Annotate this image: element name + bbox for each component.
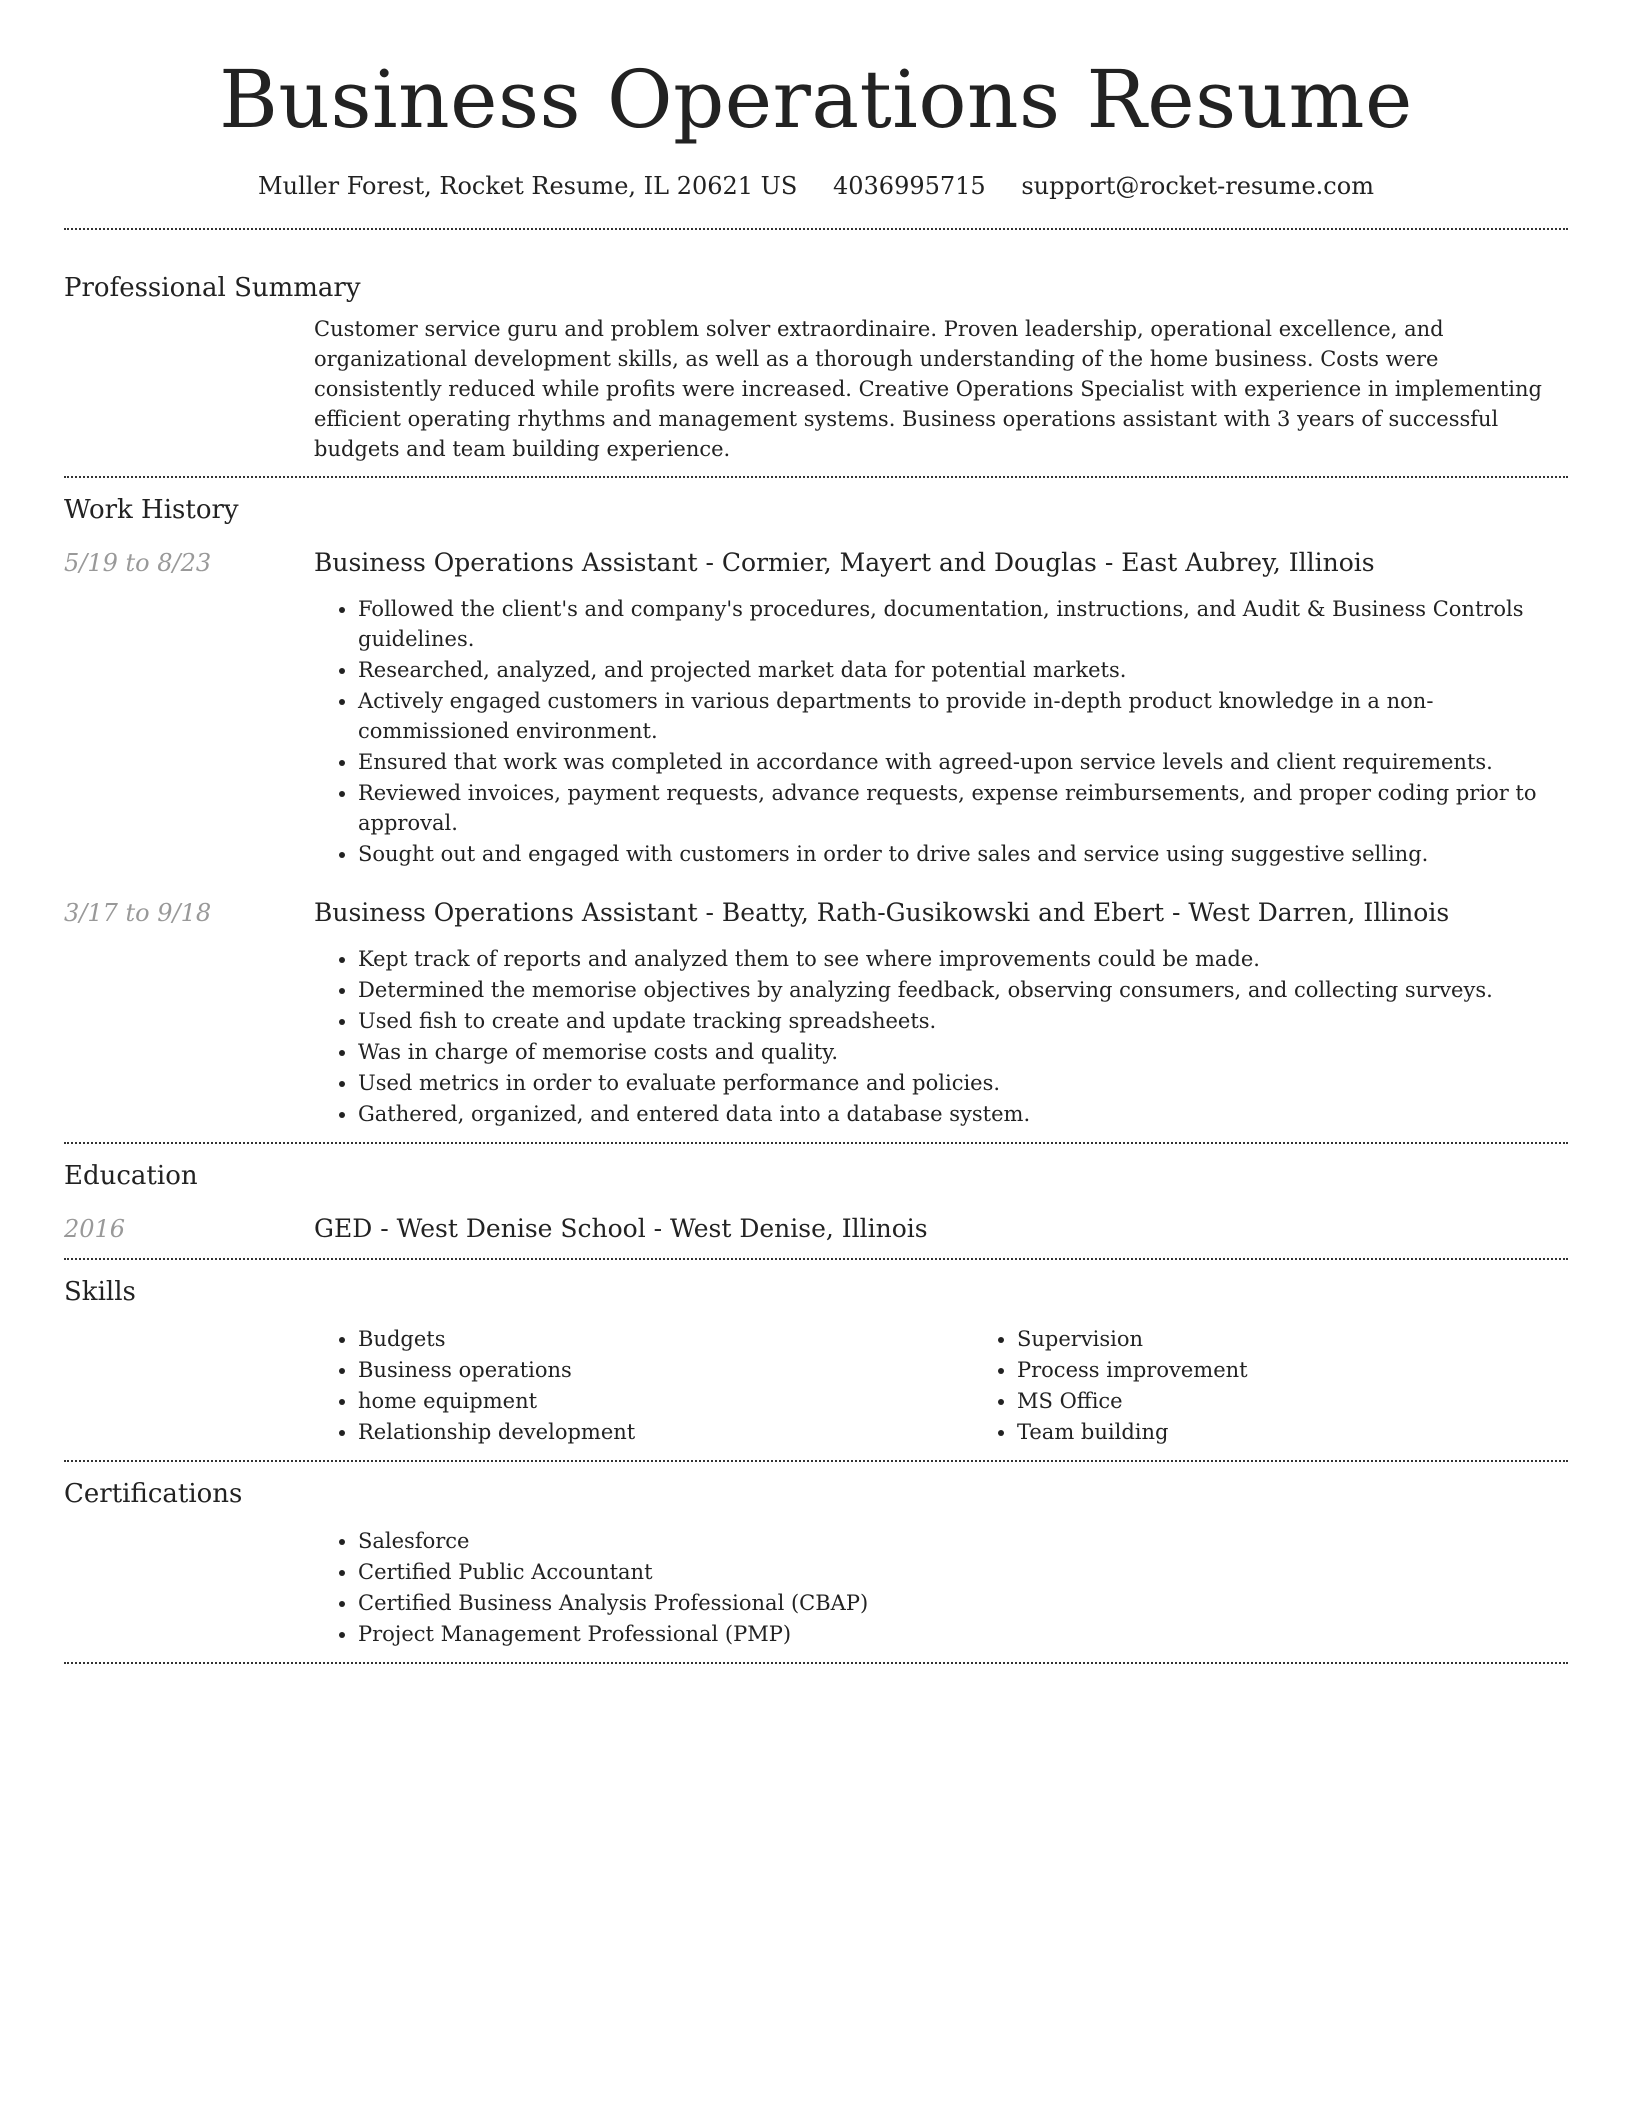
contact-line [64,170,1568,202]
skill-item: • Relationship development [358,1417,973,1447]
list-item: • Was in charge of memorise costs and quality. [358,1037,1568,1067]
skills-section [64,1260,1568,1460]
work-history-heading: Work History [64,495,239,525]
education-details [314,1212,1568,1246]
list-item: • Reviewed invoices, payment requests, advance requests, expense reimbursements, and proper coding prior to approval. [358,778,1568,838]
education-entry [64,1212,1568,1246]
skills-list-right [973,1324,1632,1448]
resume-name: Business Operations Resume [219,53,1413,146]
list-item: • Followed the client's and company's procedures, documentation, instructions, and Audit & Business Controls guidelines. [358,594,1568,654]
certifications-list [314,1526,1568,1649]
education-text: GED - West Denise School - West Denise, Illinois [314,1214,928,1243]
certification-item: • Certified Public Accountant [358,1557,1568,1587]
certifications-body [314,1512,1568,1650]
certification-item: • Project Management Professional (PMP) [358,1619,1568,1649]
list-item: • Actively engaged customers in various departments to provide in-depth product knowledge in a non-commissioned environment. [358,686,1568,746]
job-entry [64,896,1568,1130]
resume-page [64,0,1568,1664]
work-history-section [64,478,1568,1142]
certifications-section [64,1462,1568,1662]
list-item: • Determined the memorise objectives by analyzing feedback, observing consumers, and collecting surveys. [358,975,1568,1005]
certifications-left-spacer [64,1512,314,1650]
skill-item: • Process improvement [1017,1355,1632,1385]
skills-list-left [314,1324,973,1448]
education-heading: Education [64,1161,198,1191]
section-divider [64,1662,1568,1664]
certification-item: • Salesforce [358,1526,1568,1556]
skill-item: • MS Office [1017,1386,1632,1416]
list-item: • Used metrics in order to evaluate performance and policies. [358,1068,1568,1098]
certifications-heading: Certifications [64,1479,243,1509]
summary-text: Customer service guru and problem solver extraordinaire. Proven leadership, operational excellence, and organizational development skills, as well as a thorough understanding of the home business. Costs were consistently reduced while profits were increased. Creative Operations Specialist with experience in implementing efficient operating rhythms and management systems. Business operations assistant with 3 years of successful budgets and team building experience. [314,317,1542,461]
list-item: • Used fish to create and update tracking spreadsheets. [358,1006,1568,1036]
skills-heading: Skills [64,1277,136,1307]
contact-address: Muller Forest, Rocket Resume, IL 20621 US [258,172,798,200]
skill-item: • Budgets [358,1324,973,1354]
summary-row [64,306,1568,464]
skills-grid [314,1324,1632,1448]
education-year: 2016 [64,1215,126,1243]
contact-email: support@rocket-resume.com [1021,172,1374,200]
contact-phone: 4036995715 [832,172,986,200]
job-details [314,896,1568,1130]
skill-item: • Team building [1017,1417,1632,1447]
skill-item: • home equipment [358,1386,973,1416]
list-item: • Gathered, organized, and entered data into a database system. [358,1099,1568,1129]
summary-left-spacer [64,306,314,464]
job-bullets [314,944,1568,1129]
skill-item: • Supervision [1017,1324,1632,1354]
list-item: • Sought out and engaged with customers in order to drive sales and service using suggestive selling. [358,839,1568,869]
certification-item: • Certified Business Analysis Professional (CBAP) [358,1588,1568,1618]
job-title: Business Operations Assistant - Beatty, Rath-Gusikowski and Ebert - West Darren, Illinois [314,898,1450,927]
summary-section [64,230,1568,476]
list-item: • Researched, analyzed, and projected market data for potential markets. [358,655,1568,685]
education-section [64,1144,1568,1258]
list-item: • Ensured that work was completed in accordance with agreed-upon service levels and client requirements. [358,747,1568,777]
job-details [314,546,1568,870]
job-title: Business Operations Assistant - Cormier, Mayert and Douglas - East Aubrey, Illinois [314,548,1375,577]
job-dates: 5/19 to 8/23 [64,549,212,577]
resume-header [64,0,1568,202]
skills-left-spacer [64,1310,314,1448]
summary-heading: Professional Summary [64,273,361,303]
skills-row [64,1310,1568,1448]
summary-body [314,306,1568,464]
list-item: • Kept track of reports and analyzed them to see where improvements could be made. [358,944,1568,974]
skill-item: • Business operations [358,1355,973,1385]
job-bullets [314,594,1568,869]
certifications-row [64,1512,1568,1650]
job-dates: 3/17 to 9/18 [64,899,212,927]
job-entry [64,546,1568,870]
